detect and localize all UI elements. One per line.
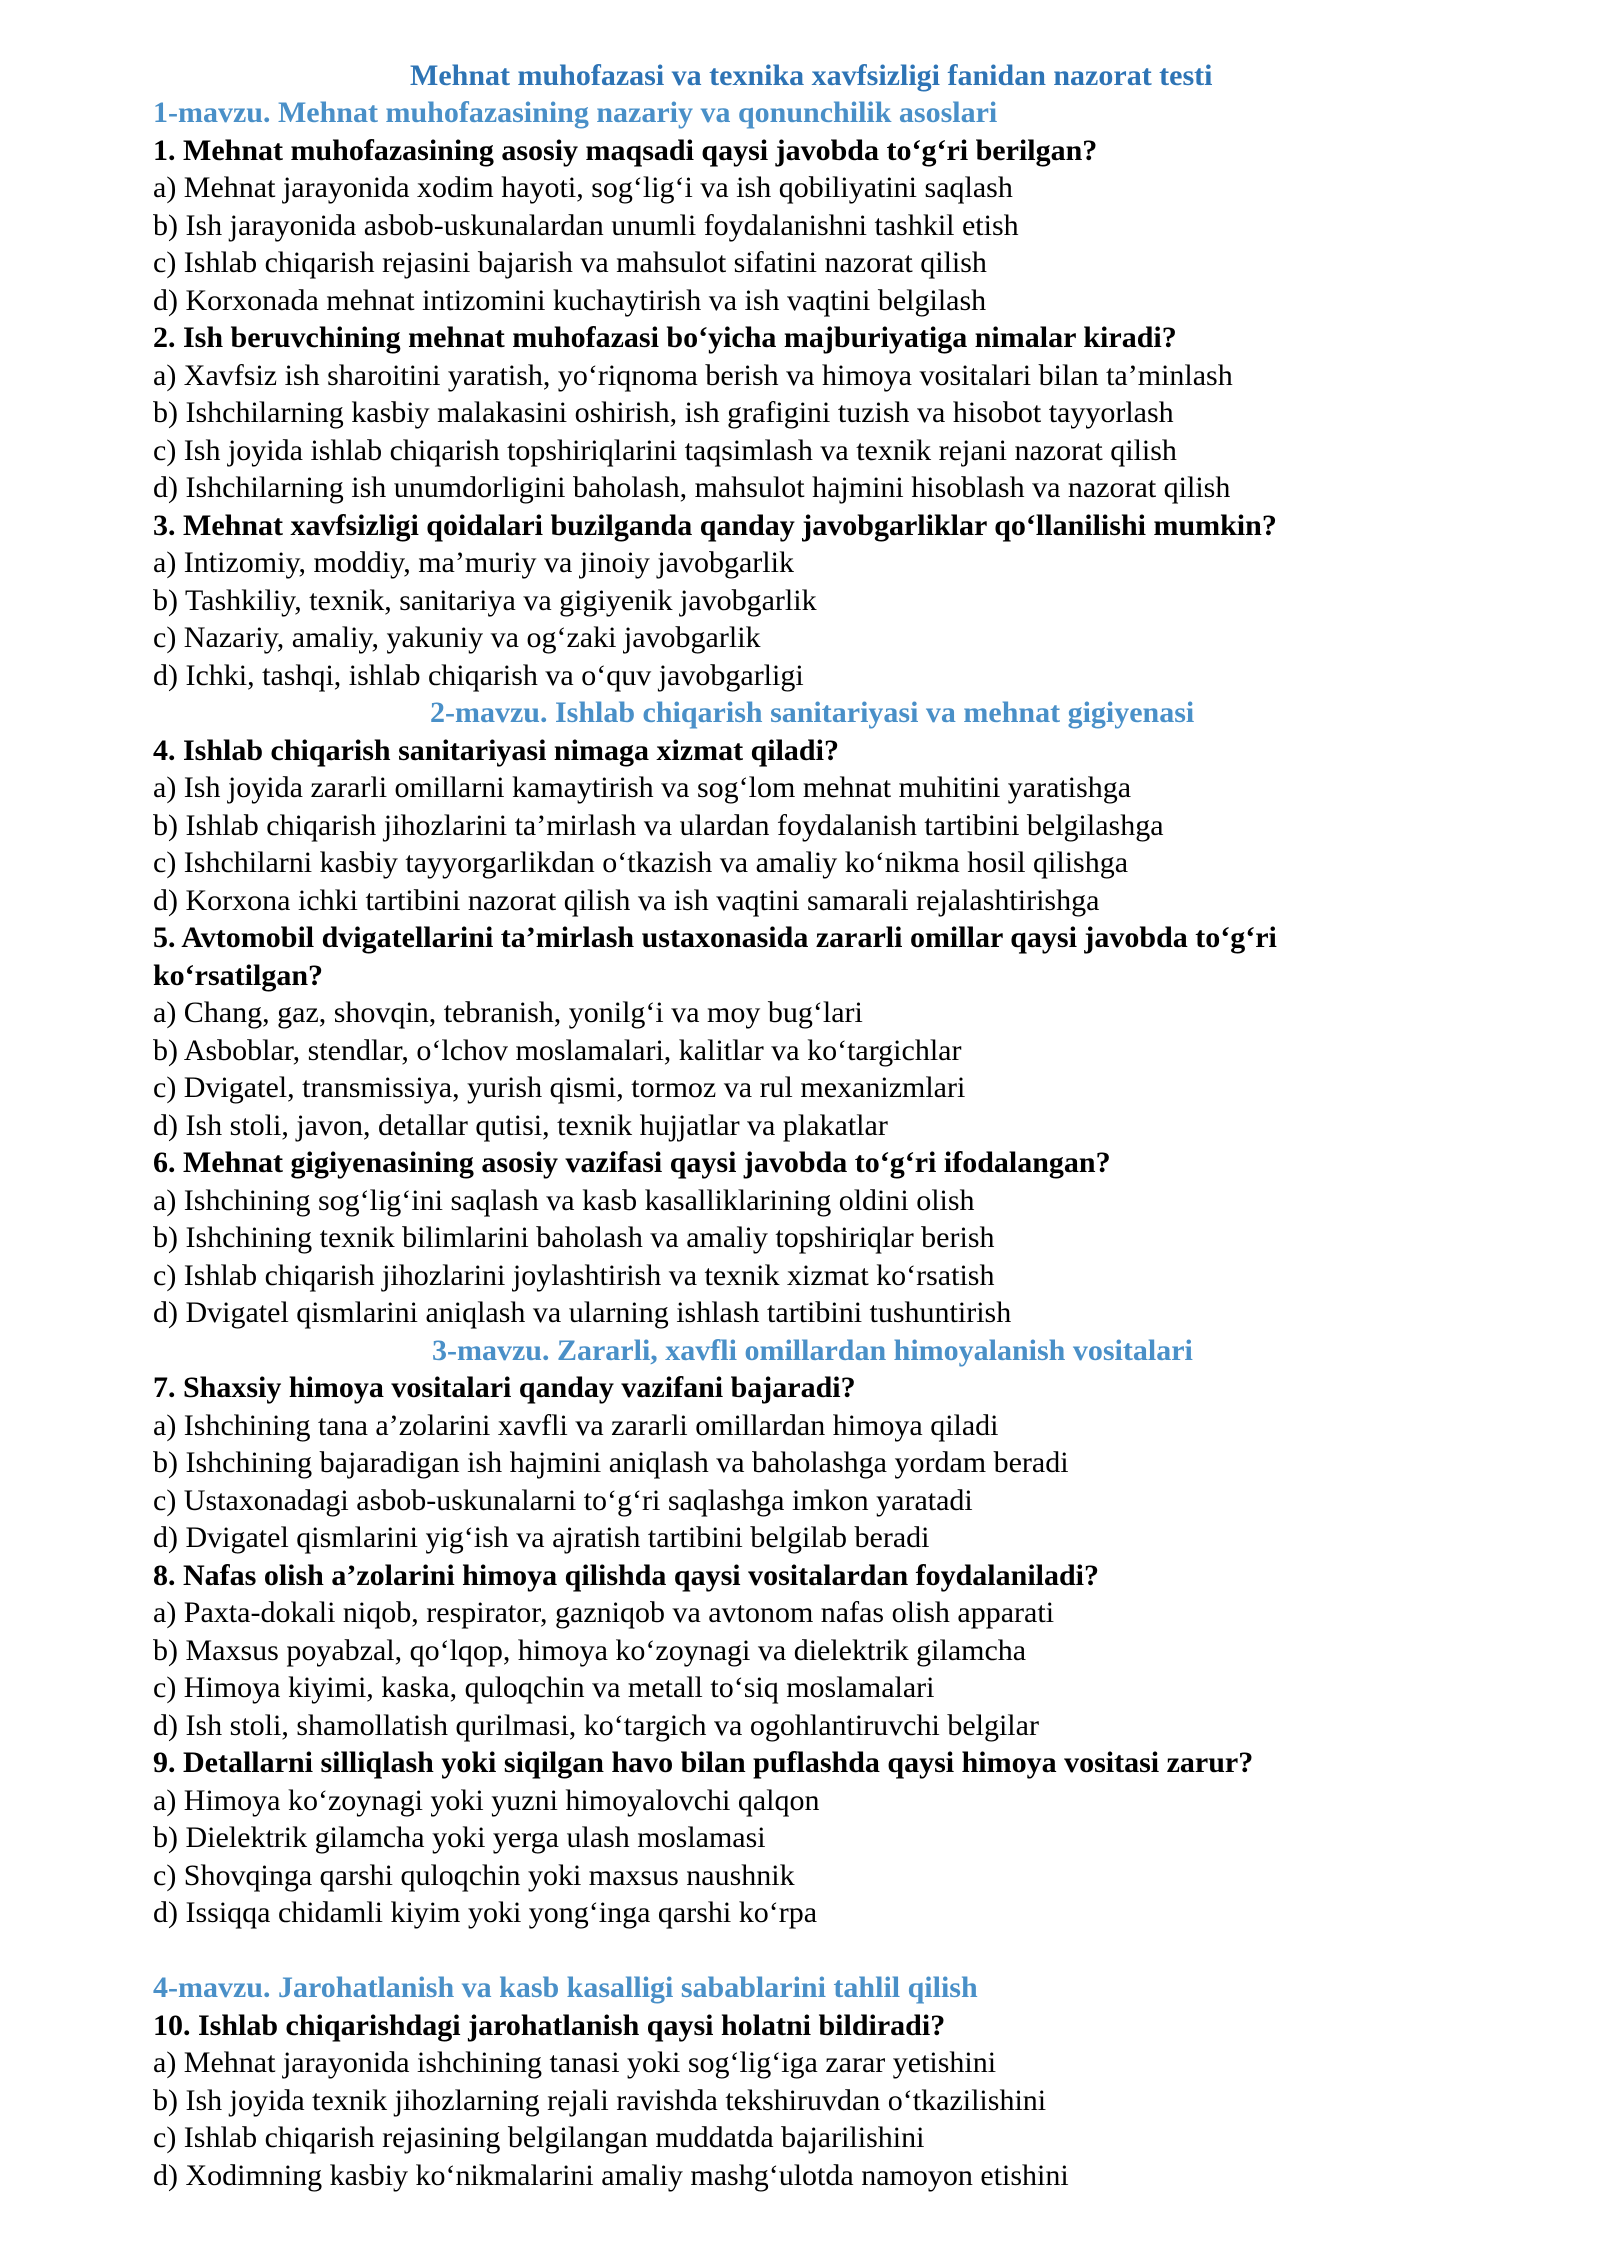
answer-option: d) Ishchilarning ish unumdorligini baholash, mahsulot hajmini hisoblash va nazorat qilish [153,471,1231,504]
answer-option: c) Shovqinga qarshi quloqchin yoki maxsus naushnik [153,1859,795,1892]
answer-option: c) Ishlab chiqarish rejasining belgilangan muddatda bajarilishini [153,2121,925,2154]
answer-option: c) Ishlab chiqarish jihozlarini joylashtirish va texnik xizmat ko‘rsatish [153,1259,995,1292]
answer-option: a) Mehnat jarayonida xodim hayoti, sog‘lig‘i va ish qobiliyatini saqlash [153,171,1013,204]
answer-option: d) Ish stoli, shamollatish qurilmasi, ko‘targich va ogohlantiruvchi belgilar [153,1709,1039,1742]
answer-option: a) Chang, gaz, shovqin, tebranish, yonilg‘i va moy bug‘lari [153,996,863,1029]
answer-option: b) Ishlab chiqarish jihozlarini ta’mirlash va ulardan foydalanish tartibini belgilashga [153,809,1164,842]
section-heading-2: 2-mavzu. Ishlab chiqarish sanitariyasi va mehnat gigiyenasi [430,696,1195,729]
answer-option: b) Dielektrik gilamcha yoki yerga ulash moslamasi [153,1821,766,1854]
question-text: 6. Mehnat gigiyenasining asosiy vazifasi qaysi javobda to‘g‘ri ifodalangan? [153,1146,1111,1179]
question-text: 10. Ishlab chiqarishdagi jarohatlanish qaysi holatni bildiradi? [153,2009,946,2042]
answer-option: a) Intizomiy, moddiy, ma’muriy va jinoiy javobgarlik [153,546,794,579]
answer-option: b) Ishchining bajaradigan ish hajmini aniqlash va baholashga yordam beradi [153,1446,1069,1479]
answer-option: b) Tashkiliy, texnik, sanitariya va gigiyenik javobgarlik [153,584,817,617]
question-text: 3. Mehnat xavfsizligi qoidalari buzilganda qanday javobgarliklar qo‘llanilishi mumkin? [153,509,1277,542]
answer-option: b) Asboblar, stendlar, o‘lchov moslamalari, kalitlar va ko‘targichlar [153,1034,962,1067]
answer-option: b) Ish joyida texnik jihozlarning rejali ravishda tekshiruvdan o‘tkazilishini [153,2084,1047,2117]
answer-option: b) Ishchining texnik bilimlarini baholash va amaliy topshiriqlar berish [153,1221,995,1254]
answer-option: b) Ishchilarning kasbiy malakasini oshirish, ish grafigini tuzish va hisobot tayyorlash [153,396,1174,429]
answer-option: b) Ish jarayonida asbob-uskunalardan unumli foydalanishni tashkil etish [153,209,1019,242]
section-heading-4: 4-mavzu. Jarohatlanish va kasb kasalligi sabablarini tahlil qilish [153,1971,978,2004]
answer-option: c) Ishchilarni kasbiy tayyorgarlikdan o‘tkazish va amaliy ko‘nikma hosil qilishga [153,846,1129,879]
answer-option: a) Himoya ko‘zoynagi yoki yuzni himoyalovchi qalqon [153,1784,820,1817]
answer-option: b) Maxsus poyabzal, qo‘lqop, himoya ko‘zoynagi va dielektrik gilamcha [153,1634,1027,1667]
question-text: 7. Shaxsiy himoya vositalari qanday vazifani bajaradi? [153,1371,856,1404]
answer-option: c) Himoya kiyimi, kaska, quloqchin va metall to‘siq moslamalari [153,1671,935,1704]
answer-option: c) Ustaxonadagi asbob-uskunalarni to‘g‘ri saqlashga imkon yaratadi [153,1484,973,1517]
question-text: 5. Avtomobil dvigatellarini ta’mirlash ustaxonasida zararli omillar qaysi javobda to‘g‘ri [153,921,1277,954]
answer-option: a) Xavfsiz ish sharoitini yaratish, yo‘riqnoma berish va himoya vositalari bilan ta’minlash [153,359,1233,392]
answer-option: d) Korxona ichki tartibini nazorat qilish va ish vaqtini samarali rejalashtirishga [153,884,1100,917]
answer-option: a) Paxta-dokali niqob, respirator, gazniqob va avtonom nafas olish apparati [153,1596,1055,1629]
answer-option: d) Ichki, tashqi, ishlab chiqarish va o‘quv javobgarligi [153,659,804,692]
question-text: 4. Ishlab chiqarish sanitariyasi nimaga xizmat qiladi? [153,734,839,767]
question-text: 2. Ish beruvchining mehnat muhofazasi bo‘yicha majburiyatiga nimalar kiradi? [153,321,1177,354]
answer-option: c) Dvigatel, transmissiya, yurish qismi, tormoz va rul mexanizmlari [153,1071,966,1104]
page-title: Mehnat muhofazasi va texnika xavfsizligi fanidan nazorat testi [410,59,1213,92]
section-heading-1: 1-mavzu. Mehnat muhofazasining nazariy va qonunchilik asoslari [153,96,998,129]
answer-option: d) Korxonada mehnat intizomini kuchaytirish va ish vaqtini belgilash [153,284,987,317]
section-heading-3: 3-mavzu. Zararli, xavfli omillardan himoyalanish vositalari [432,1334,1193,1367]
answer-option: a) Ish joyida zararli omillarni kamaytirish va sog‘lom mehnat muhitini yaratishga [153,771,1132,804]
answer-option: a) Ishchining tana a’zolarini xavfli va zararli omillardan himoya qiladi [153,1409,999,1442]
answer-option: a) Mehnat jarayonida ishchining tanasi yoki sog‘lig‘iga zarar yetishini [153,2046,997,2079]
answer-option: c) Ishlab chiqarish rejasini bajarish va mahsulot sifatini nazorat qilish [153,246,987,279]
answer-option: c) Ish joyida ishlab chiqarish topshiriqlarini taqsimlash va texnik rejani nazorat qilish [153,434,1177,467]
answer-option: d) Xodimning kasbiy ko‘nikmalarini amaliy mashg‘ulotda namoyon etishini [153,2159,1069,2192]
answer-option: d) Dvigatel qismlarini yig‘ish va ajratish tartibini belgilab beradi [153,1521,930,1554]
answer-option: c) Nazariy, amaliy, yakuniy va og‘zaki javobgarlik [153,621,761,654]
question-text: 9. Detallarni silliqlash yoki siqilgan havo bilan puflashda qaysi himoya vositasi zarur? [153,1746,1254,1779]
answer-option: d) Dvigatel qismlarini aniqlash va ularning ishlash tartibini tushuntirish [153,1296,1012,1329]
answer-option: d) Ish stoli, javon, detallar qutisi, texnik hujjatlar va plakatlar [153,1109,888,1142]
answer-option: d) Issiqqa chidamli kiyim yoki yong‘inga qarshi ko‘rpa [153,1896,818,1929]
question-text-continued: ko‘rsatilgan? [153,959,324,992]
question-text: 1. Mehnat muhofazasining asosiy maqsadi qaysi javobda to‘g‘ri berilgan? [153,134,1098,167]
answer-option: a) Ishchining sog‘lig‘ini saqlash va kasb kasalliklarining oldini olish [153,1184,975,1217]
question-text: 8. Nafas olish a’zolarini himoya qilishda qaysi vositalardan foydalaniladi? [153,1559,1100,1592]
